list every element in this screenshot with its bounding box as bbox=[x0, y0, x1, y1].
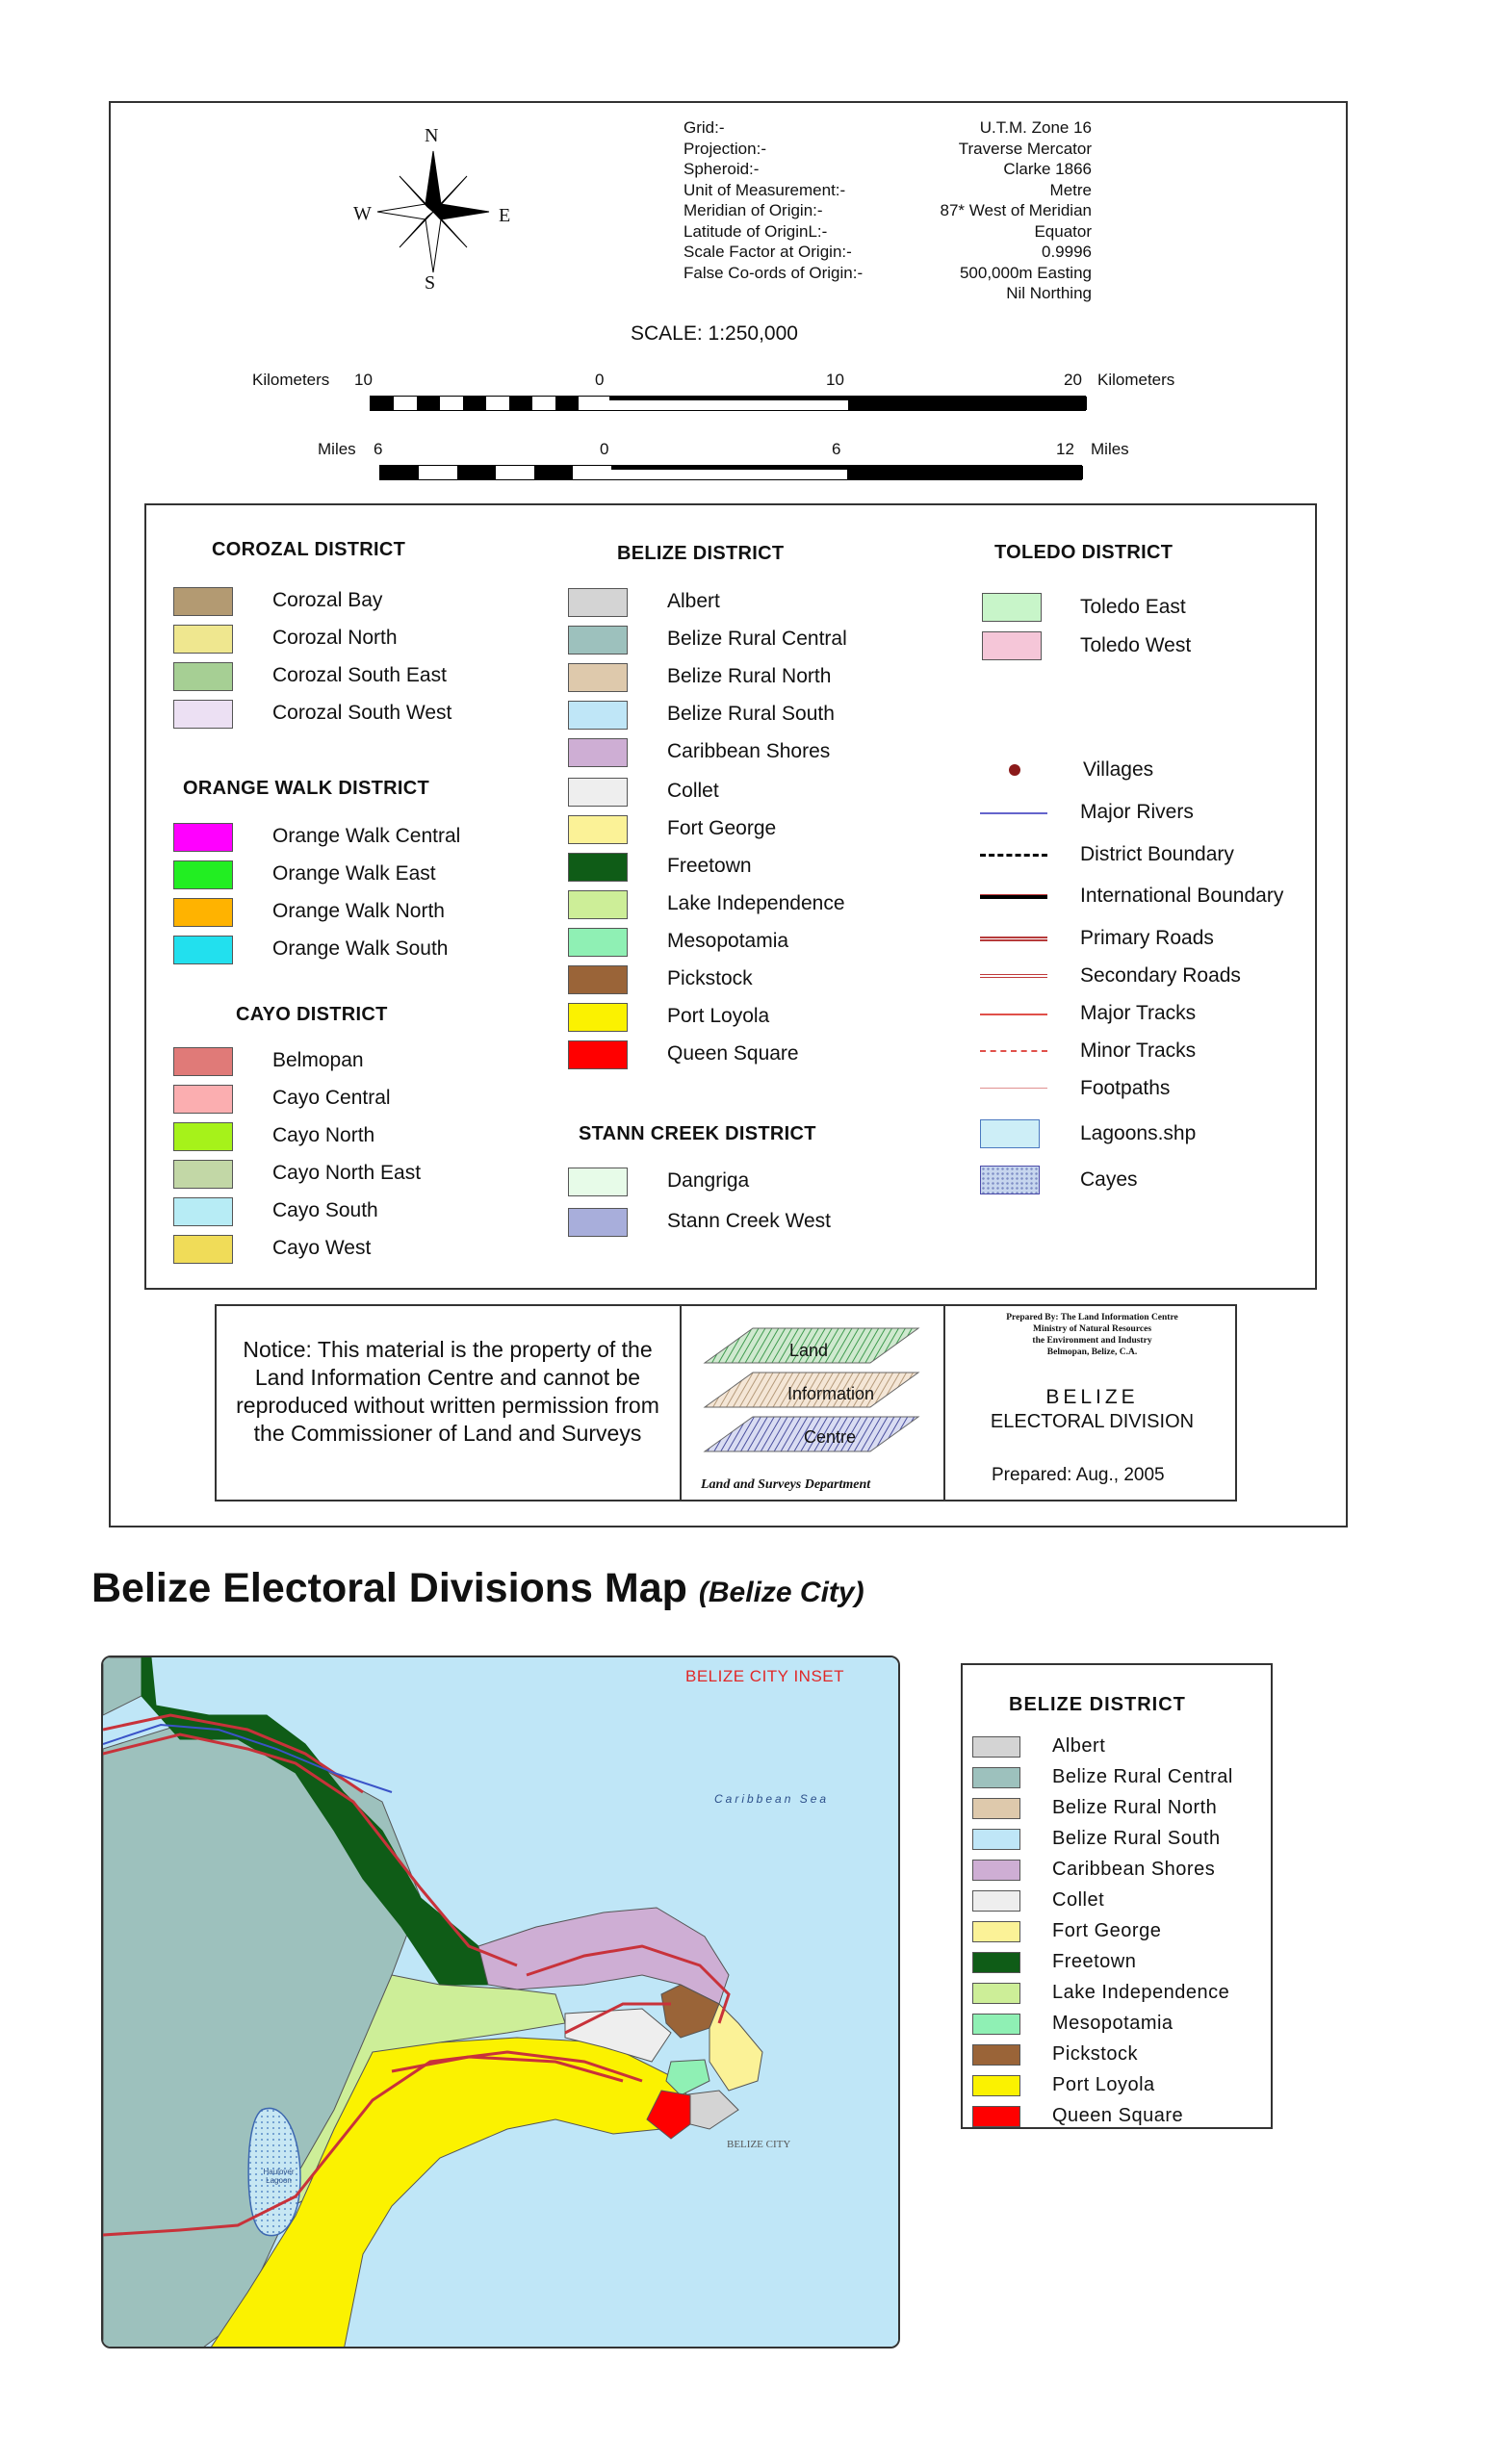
compass-south-label: S bbox=[425, 272, 436, 294]
grid-info-values: U.T.M. Zone 16 Traverse Mercator Clarke 1866 Metre 87* West of Meridian Equator 0.9996 500,000m Easting Nil Northing bbox=[940, 118, 1092, 302]
inset-swatch-belize-rural-north bbox=[972, 1798, 1020, 1819]
prepared-country: BELIZE bbox=[1045, 1386, 1139, 1408]
label-villages: Villages bbox=[1083, 758, 1154, 781]
minor-track-icon bbox=[980, 1050, 1047, 1052]
label-cayes: Cayes bbox=[1080, 1168, 1138, 1191]
label-pickstock: Pickstock bbox=[667, 967, 753, 989]
label-caribbean-shores: Caribbean Shores bbox=[667, 740, 831, 762]
grid-info-labels: Grid:- Projection:- Spheroid:- Unit of Measurement:- Meridian of Origin:- Latitude of OriginL:- Scale Factor at Origin:- False Co-ords of Origin:- bbox=[684, 118, 864, 282]
label-footpaths: Footpaths bbox=[1080, 1077, 1171, 1099]
label-dangriga: Dangriga bbox=[667, 1169, 750, 1192]
swatch-belize-rural-north bbox=[568, 663, 628, 692]
inset-swatch-freetown bbox=[972, 1952, 1020, 1973]
prepared-date: Prepared: Aug., 2005 bbox=[992, 1465, 1165, 1485]
inset-label-belize-rural-central: Belize Rural Central bbox=[1052, 1766, 1233, 1787]
swatch-lake-independence bbox=[568, 890, 628, 919]
page-subtitle: (Belize City) bbox=[698, 1577, 864, 1608]
inset-label-pickstock: Pickstock bbox=[1052, 2043, 1138, 2065]
swatch-corozal-north bbox=[173, 625, 233, 654]
swatch-queen-square bbox=[568, 1040, 628, 1069]
page-title-text: Belize Electoral Divisions Map bbox=[91, 1565, 687, 1611]
copyright-notice: Notice: This material is the property of the Land Information Centre and cannot be reproduced without written permission from the Commissioner of Land and Surveys bbox=[236, 1337, 659, 1446]
swatch-orange-walk-central bbox=[173, 823, 233, 852]
dashed-line-icon bbox=[980, 854, 1047, 857]
cayo-district-title: CAYO DISTRICT bbox=[236, 1004, 388, 1025]
label-international-boundary: International Boundary bbox=[1080, 885, 1284, 907]
label-major-tracks: Major Tracks bbox=[1080, 1002, 1197, 1024]
compass-north-label: N bbox=[425, 125, 439, 146]
label-stann-creek-west: Stann Creek West bbox=[667, 1210, 832, 1232]
inset-label-freetown: Freetown bbox=[1052, 1951, 1137, 1972]
track-line-icon bbox=[980, 1014, 1047, 1015]
label-cayo-south: Cayo South bbox=[272, 1199, 378, 1221]
swatch-mesopotamia bbox=[568, 928, 628, 957]
inset-swatch-caribbean-shores bbox=[972, 1860, 1020, 1881]
label-cayo-north: Cayo North bbox=[272, 1124, 375, 1146]
label-orange-walk-east: Orange Walk East bbox=[272, 862, 436, 885]
inset-swatch-lake-independence bbox=[972, 1983, 1020, 2004]
sea-label: Caribbean Sea bbox=[714, 1792, 830, 1806]
label-corozal-north: Corozal North bbox=[272, 627, 398, 649]
label-belize-rural-north: Belize Rural North bbox=[667, 665, 832, 687]
village-dot-icon bbox=[1009, 764, 1020, 776]
miles-right-label: Miles bbox=[1091, 440, 1129, 458]
city-label: BELIZE CITY bbox=[727, 2139, 791, 2150]
logo-layer-centre: Centre bbox=[804, 1427, 857, 1447]
label-queen-square: Queen Square bbox=[667, 1042, 799, 1065]
land-information-centre-logo bbox=[693, 1317, 943, 1500]
swatch-cayo-north-east bbox=[173, 1160, 233, 1189]
swatch-cayo-south bbox=[173, 1197, 233, 1226]
compass-west-label: W bbox=[353, 203, 372, 224]
inset-swatch-albert bbox=[972, 1736, 1020, 1758]
inset-swatch-mesopotamia bbox=[972, 2014, 1020, 2035]
inset-title: BELIZE CITY INSET bbox=[685, 1667, 845, 1685]
label-belize-rural-south: Belize Rural South bbox=[667, 703, 835, 725]
inset-label-albert: Albert bbox=[1052, 1735, 1106, 1757]
footpath-icon bbox=[980, 1088, 1047, 1089]
swatch-fort-george bbox=[568, 815, 628, 844]
lagoon-swatch-icon bbox=[980, 1119, 1040, 1148]
inset-label-queen-square: Queen Square bbox=[1052, 2105, 1184, 2126]
km-left-label: Kilometers bbox=[252, 371, 330, 389]
corozal-district-title: COROZAL DISTRICT bbox=[212, 539, 406, 560]
label-minor-tracks: Minor Tracks bbox=[1080, 1040, 1197, 1062]
logo-caption: Land and Surveys Department bbox=[701, 1477, 871, 1492]
cayes-swatch-icon bbox=[980, 1166, 1040, 1194]
inset-legend-box bbox=[961, 1663, 1273, 2129]
label-belmopan: Belmopan bbox=[272, 1049, 364, 1071]
label-major-rivers: Major Rivers bbox=[1080, 801, 1194, 823]
page-title bbox=[91, 1565, 864, 1612]
swatch-stann-creek-west bbox=[568, 1208, 628, 1237]
inset-label-fort-george: Fort George bbox=[1052, 1920, 1162, 1941]
label-corozal-south-east: Corozal South East bbox=[272, 664, 447, 686]
label-belize-rural-central: Belize Rural Central bbox=[667, 628, 847, 650]
label-secondary-roads: Secondary Roads bbox=[1080, 964, 1241, 987]
label-corozal-bay: Corozal Bay bbox=[272, 589, 383, 611]
lagoon-label: Haulover Lagoon bbox=[263, 2168, 295, 2185]
compass-star-icon bbox=[375, 149, 491, 274]
swatch-belize-rural-central bbox=[568, 626, 628, 654]
secondary-road-icon bbox=[980, 974, 1047, 978]
label-mesopotamia: Mesopotamia bbox=[667, 930, 789, 952]
prepared-by-block: Prepared By: The Land Information Centre Ministry of Natural Resources the Environment and Industry Belmopan, Belize, C.A. bbox=[1006, 1313, 1178, 1357]
label-corozal-south-west: Corozal South West bbox=[272, 702, 452, 724]
swatch-collet bbox=[568, 778, 628, 807]
inset-swatch-port-loyola bbox=[972, 2075, 1020, 2096]
swatch-toledo-west bbox=[982, 631, 1042, 660]
miles-tick-12: 12 bbox=[1056, 440, 1074, 458]
label-district-boundary: District Boundary bbox=[1080, 843, 1234, 865]
miles-left-label: Miles bbox=[318, 440, 356, 458]
inset-label-collet: Collet bbox=[1052, 1889, 1105, 1911]
label-cayo-central: Cayo Central bbox=[272, 1087, 391, 1109]
swatch-orange-walk-south bbox=[173, 936, 233, 964]
km-tick-10-right: 10 bbox=[826, 371, 844, 389]
label-port-loyola: Port Loyola bbox=[667, 1005, 770, 1027]
swatch-corozal-bay bbox=[173, 587, 233, 616]
label-fort-george: Fort George bbox=[667, 817, 777, 839]
km-scale-bar bbox=[370, 396, 1086, 411]
scale-ratio: SCALE: 1:250,000 bbox=[631, 322, 798, 345]
inset-legend-title: BELIZE DISTRICT bbox=[1009, 1694, 1186, 1715]
miles-tick-6-right: 6 bbox=[832, 440, 841, 458]
river-line-icon bbox=[980, 812, 1047, 814]
swatch-belmopan bbox=[173, 1047, 233, 1076]
prepared-division: ELECTORAL DIVISION bbox=[990, 1411, 1195, 1432]
inset-swatch-queen-square bbox=[972, 2106, 1020, 2127]
label-orange-walk-central: Orange Walk Central bbox=[272, 825, 461, 847]
belize-district-title: BELIZE DISTRICT bbox=[617, 543, 785, 564]
swatch-port-loyola bbox=[568, 1003, 628, 1032]
label-orange-walk-north: Orange Walk North bbox=[272, 900, 445, 922]
swatch-orange-walk-east bbox=[173, 860, 233, 889]
compass-rose bbox=[318, 111, 549, 313]
inset-swatch-pickstock bbox=[972, 2044, 1020, 2066]
swatch-cayo-west bbox=[173, 1235, 233, 1264]
belize-city-inset-map bbox=[101, 1656, 900, 2348]
label-lake-independence: Lake Independence bbox=[667, 892, 845, 914]
swatch-dangriga bbox=[568, 1168, 628, 1196]
label-freetown: Freetown bbox=[667, 855, 752, 877]
inset-label-belize-rural-north: Belize Rural North bbox=[1052, 1797, 1218, 1818]
label-toledo-east: Toledo East bbox=[1080, 596, 1186, 618]
inset-swatch-fort-george bbox=[972, 1921, 1020, 1942]
inset-label-mesopotamia: Mesopotamia bbox=[1052, 2013, 1174, 2034]
label-collet: Collet bbox=[667, 780, 719, 802]
boundary-line-icon bbox=[980, 895, 1047, 899]
swatch-pickstock bbox=[568, 965, 628, 994]
miles-tick-0: 0 bbox=[600, 440, 609, 458]
swatch-cayo-central bbox=[173, 1085, 233, 1114]
km-tick-20: 20 bbox=[1064, 371, 1082, 389]
inset-swatch-belize-rural-central bbox=[972, 1767, 1020, 1788]
miles-scale-bar bbox=[379, 465, 1082, 480]
inset-label-lake-independence: Lake Independence bbox=[1052, 1982, 1230, 2003]
inset-label-port-loyola: Port Loyola bbox=[1052, 2074, 1155, 2095]
miles-tick-6-left: 6 bbox=[374, 440, 383, 458]
inset-swatch-belize-rural-south bbox=[972, 1829, 1020, 1850]
label-cayo-west: Cayo West bbox=[272, 1237, 372, 1259]
label-toledo-west: Toledo West bbox=[1080, 634, 1192, 656]
inset-label-belize-rural-south: Belize Rural South bbox=[1052, 1828, 1221, 1849]
km-tick-10-left: 10 bbox=[354, 371, 373, 389]
swatch-orange-walk-north bbox=[173, 898, 233, 927]
swatch-corozal-south-west bbox=[173, 700, 233, 729]
inset-swatch-collet bbox=[972, 1890, 1020, 1912]
swatch-corozal-south-east bbox=[173, 662, 233, 691]
label-orange-walk-south: Orange Walk South bbox=[272, 937, 449, 960]
swatch-albert bbox=[568, 588, 628, 617]
logo-layer-land: Land bbox=[789, 1341, 829, 1360]
label-primary-roads: Primary Roads bbox=[1080, 927, 1214, 949]
swatch-belize-rural-south bbox=[568, 701, 628, 730]
km-right-label: Kilometers bbox=[1097, 371, 1175, 389]
stann-creek-district-title: STANN CREEK DISTRICT bbox=[579, 1123, 816, 1144]
orange-walk-district-title: ORANGE WALK DISTRICT bbox=[183, 778, 429, 799]
compass-east-label: E bbox=[499, 205, 511, 226]
inset-label-caribbean-shores: Caribbean Shores bbox=[1052, 1859, 1216, 1880]
label-cayo-north-east: Cayo North East bbox=[272, 1162, 422, 1184]
swatch-freetown bbox=[568, 853, 628, 882]
swatch-caribbean-shores bbox=[568, 738, 628, 767]
primary-road-icon bbox=[980, 937, 1047, 941]
swatch-toledo-east bbox=[982, 593, 1042, 622]
swatch-cayo-north bbox=[173, 1122, 233, 1151]
label-albert: Albert bbox=[667, 590, 720, 612]
km-tick-0: 0 bbox=[595, 371, 605, 389]
toledo-district-title: TOLEDO DISTRICT bbox=[994, 542, 1174, 563]
logo-layer-information: Information bbox=[787, 1384, 875, 1403]
label-lagoons: Lagoons.shp bbox=[1080, 1122, 1197, 1144]
